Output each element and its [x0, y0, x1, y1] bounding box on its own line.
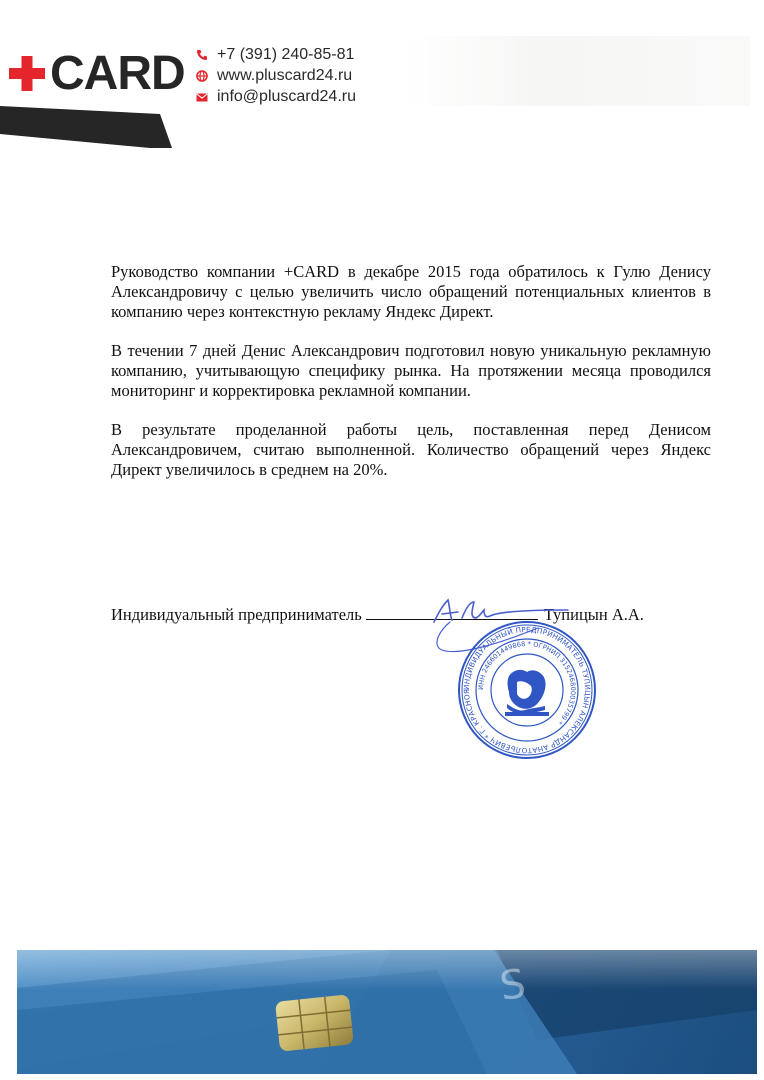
- footer-banner-image: [17, 950, 757, 1074]
- stamp-inner-text: ИНН 246601449868 * ОГРНИП 315246800035799 *: [476, 639, 578, 727]
- contact-phone: [196, 44, 356, 65]
- letter-paragraph-1: Руководство компании +CARD в декабре 2015 года обратилось к Гулю Денису Александровичу с целью увеличить число обращений потенциальных клиентов в компанию через контекстную рекламу Яндекс Директ.: [111, 262, 711, 321]
- letter-paragraph-3: В результате проделанной работы цель, поставленная перед Денисом Александровичем, считаю выполненной. Количество обращений через Яндекс Директ увеличилось в среднем на 20%.: [111, 420, 711, 479]
- contact-phone-text[interactable]: +7 (391) 240-85-81: [217, 46, 355, 63]
- mail-icon: [196, 91, 208, 103]
- contact-website-text[interactable]: www.pluscard24.ru: [217, 67, 353, 84]
- logo-wordmark: [50, 46, 185, 102]
- letter-body: [111, 262, 711, 499]
- letter-paragraph-2: В течении 7 дней Денис Александрович подготовил новую уникальную рекламную компанию, учитывающую специфику рынка. На протяжении месяца проводился мониторинг и корректировка рекламной компании.: [111, 341, 711, 400]
- stamp-outer-text: ИНДИВИДУАЛЬНЫЙ ПРЕДПРИНИМАТЕЛЬ ТУПИЦЫН АЛЕКСАНДР АНАТОЛЬЕВИЧ * Г. КРАСНОЯ: [461, 624, 593, 756]
- phone-icon: [196, 49, 208, 61]
- globe-icon: [196, 70, 208, 82]
- contact-list: [196, 44, 356, 107]
- official-stamp: [457, 620, 597, 760]
- contact-email-text[interactable]: info@pluscard24.ru: [217, 88, 356, 105]
- contact-email: [196, 86, 356, 107]
- lion-emblem-icon: [505, 670, 549, 716]
- signer-title: Индивидуальный предприниматель: [111, 605, 362, 624]
- company-logo: [0, 22, 185, 148]
- logo-brand: CARD: [50, 47, 185, 100]
- signer-name: Тупицын А.А.: [543, 605, 644, 624]
- header-shadow: [400, 36, 750, 106]
- contact-website: [196, 65, 356, 86]
